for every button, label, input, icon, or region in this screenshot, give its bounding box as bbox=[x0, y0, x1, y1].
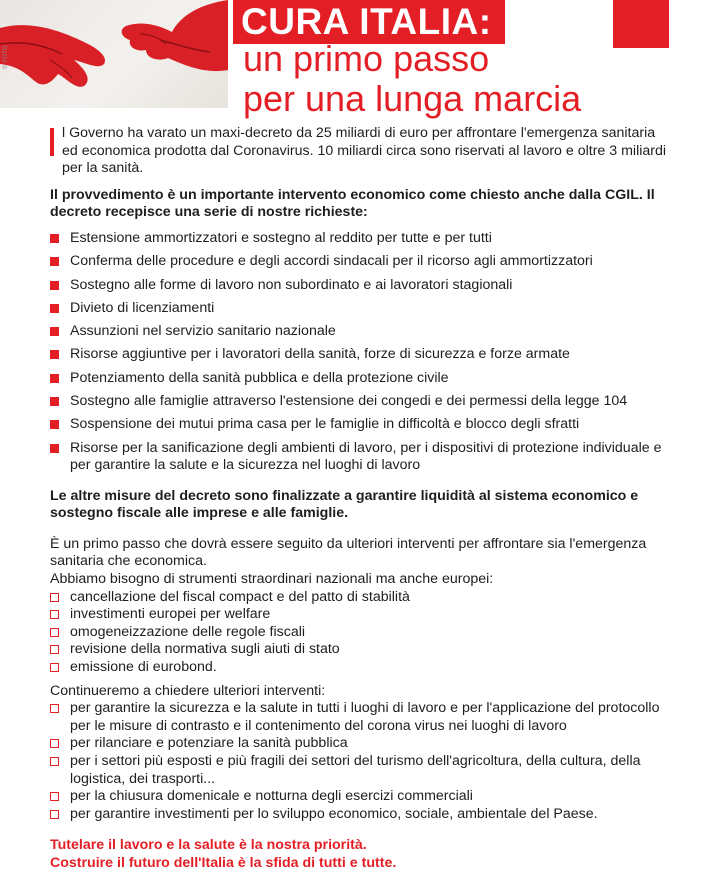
list-item: cancellazione del fiscal compact e del patto di stabilità bbox=[50, 589, 672, 607]
closing-line-1: Tutelare il lavoro e la salute è la nostra priorità. bbox=[50, 837, 367, 854]
header bbox=[0, 0, 716, 118]
list-item: Potenziamento della sanità pubblica e della protezione civile bbox=[50, 370, 672, 388]
drop-cap-bar bbox=[50, 128, 54, 156]
list-item: per i settori più esposti e più fragili dei settori del turismo dell'agricoltura, della cultura, della logistica, dei trasporti... bbox=[50, 753, 672, 788]
cgil-statement: Il provvedimento è un importante intervento economico come chiesto anche dalla CGIL. Il decreto recepisce una serie di nostre richieste: bbox=[50, 186, 655, 221]
closing-slogan bbox=[50, 837, 672, 872]
further-interventions-list bbox=[50, 700, 672, 823]
list-item: revisione della normativa sugli aiuti di stato bbox=[50, 641, 672, 659]
other-measures-statement: Le altre misure del decreto sono finalizzate a garantire liquidità al sistema economico e sostegno fiscale alle imprese e alle famiglie. bbox=[50, 487, 639, 522]
intro-text: l Governo ha varato un maxi-decreto da 25 miliardi di euro per affrontare l'emergenza sanitaria ed economica prodotta dal Coronavirus. 10 miliardi circa sono riservati al lavoro e oltre 3 miliardi per la sanità. bbox=[62, 125, 667, 177]
list-item: Sostegno alle forme di lavoro non subordinato e ai lavoratori stagionali bbox=[50, 277, 672, 295]
main-title: CURA ITALIA: bbox=[241, 1, 492, 42]
red-hands-illustration bbox=[0, 0, 228, 108]
list-item: Sostegno alle famiglie attraverso l'estensione dei congedi e dei permessi della legge 104 bbox=[50, 393, 672, 411]
first-step-paragraph: È un primo passo che dovrà essere seguito da ulteriori interventi per affrontare sia l'emergenza sanitaria che economica. bbox=[50, 535, 647, 570]
list-item: Divieto di licenziamenti bbox=[50, 300, 672, 318]
list-item: per garantire investimenti per lo sviluppo economico, sociale, ambientale del Paese. bbox=[50, 806, 672, 824]
list-item: Conferma delle procedure e degli accordi sindacali per il ricorso agli ammortizzatori bbox=[50, 253, 672, 271]
list-item: Assunzioni nel servizio sanitario nazionale bbox=[50, 323, 672, 341]
list-item: per rilanciare e potenziare la sanità pubblica bbox=[50, 735, 672, 753]
closing-line-2: Costruire il futuro dell'Italia è la sfida di tutti e tutte. bbox=[50, 854, 397, 871]
list-item: Sospensione dei mutui prima casa per le famiglie in difficoltà e blocco degli sfratti bbox=[50, 416, 672, 434]
european-tools-intro: Abbiamo bisogno di strumenti straordinari nazionali ma anche europei: bbox=[50, 571, 494, 588]
photo-credit: © FOTO bbox=[2, 45, 9, 70]
article-body bbox=[50, 125, 672, 873]
corner-accent-block bbox=[613, 0, 669, 48]
list-item: Risorse aggiuntive per i lavoratori della sanità, forze di sicurezza e forze armate bbox=[50, 346, 672, 364]
continue-paragraph: Continueremo a chiedere ulteriori interventi: bbox=[50, 682, 326, 699]
intro-paragraph bbox=[50, 125, 672, 178]
subtitle-line-1: un primo passo bbox=[243, 38, 490, 79]
list-item: omogeneizzazione delle regole fiscali bbox=[50, 624, 672, 642]
list-item: per garantire la sicurezza e la salute in tutti i luoghi di lavoro e per l'applicazione del protocollo per le misure di contrasto e il contenimento del corona virus nei luoghi di lavoro bbox=[50, 700, 672, 735]
hands-photo bbox=[0, 0, 228, 108]
subtitle-line-2: per una lunga marcia bbox=[243, 78, 582, 119]
list-item: emissione di eurobond. bbox=[50, 659, 672, 677]
requests-list bbox=[50, 230, 672, 475]
eu-measures-list bbox=[50, 589, 672, 677]
list-item: Estensione ammortizzatori e sostegno al reddito per tutte e per tutti bbox=[50, 230, 672, 248]
list-item: per la chiusura domenicale e notturna degli esercizi commerciali bbox=[50, 788, 672, 806]
list-item: Risorse per la sanificazione degli ambienti di lavoro, per i dispositivi di protezione individuale e per garantire la salute e la sicurezza nel luoghi di lavoro bbox=[50, 440, 672, 475]
list-item: investimenti europei per welfare bbox=[50, 606, 672, 624]
